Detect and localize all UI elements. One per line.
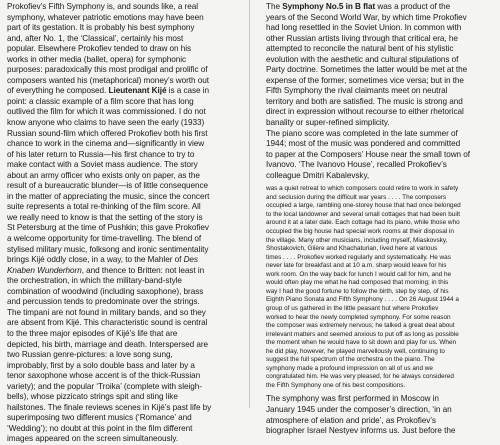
body-text-line: banality or super-refined simplicity. <box>266 118 390 128</box>
body-text-line: Fifth Symphony the rival claimants meet on neutral <box>266 86 448 96</box>
quote-text-line: Eighth Piano Sonata and Fifth Symphony . . . . On 26 August 1944 a <box>266 296 459 304</box>
body-text-line: make contact with a Soviet mass audience. The story <box>7 160 198 170</box>
left-column <box>0 0 249 445</box>
body-text-line: in the matter of appreciating the music, since the concert <box>7 191 210 201</box>
body-text-line: had long resettled in the Soviet Union. In common with <box>266 23 462 33</box>
body-text-line: improbably, first by a solo double bass and later by a <box>7 360 195 370</box>
right-outro-text <box>266 394 496 436</box>
quote-text-line: was a quiet retreat to which composers could retire to work in safety <box>266 185 459 193</box>
quote-text-line: worked to hear the newly completed symphony. For some reason <box>266 313 451 321</box>
body-text-line: part of its gestation. It is probably his best symphony <box>7 23 195 33</box>
right-column <box>250 0 500 437</box>
body-text-line: stylised military music, folksong and ironic sentimentality <box>7 244 209 254</box>
body-text-line: ‘Wedding’); no doubt at this point in the film different <box>7 423 193 433</box>
quote-text-line: never late for breakfast and at 10 a.m. sharp would leave for his <box>266 262 447 270</box>
quote-text-line: the Fifth Symphony one of his best compositions. <box>266 381 406 389</box>
body-text-line: 1944; most of the music was pondered and committed <box>266 139 461 149</box>
body-text-line: are absent from Kijé. This characteristic sound is central <box>7 318 208 328</box>
body-text-line: symphony, whatever patriotic emotions may have been <box>7 12 204 22</box>
body-text-line: purposes: paradoxically this most prodigal and prolific of <box>7 65 208 75</box>
body-text-line: territory and both are satisfied. The music is strong and <box>266 96 463 106</box>
body-text-line: the orchestration, in which the military-band-style <box>7 276 182 286</box>
body-text-line: about an army officer who exists only on paper, as the <box>7 170 200 180</box>
body-text-line: The timpani are not found in military bands, and so they <box>7 307 206 317</box>
quote-text-line: the composer was extremely nervous; he talked a great deal about <box>266 322 455 330</box>
body-text-line: depicted, his birth, marriage and death. Interspersed are <box>7 339 209 349</box>
quote-text-line: congratulated him. He was very pleased, for he always considered <box>266 373 454 381</box>
body-text-line: superimposing two different musics (‘Romance’ and <box>7 413 192 423</box>
body-text-line: to paper at the Composers’ House near the small town of <box>266 149 471 159</box>
body-text-line: Ivanovo. ‘The Ivanovo House’, recalled Prokofiev’s <box>266 160 447 170</box>
body-text-line: hailstones. The finale reviews scenes in Kijé’s past life by <box>7 402 212 412</box>
body-text-line: years of the Second World War, by which time Prokofiev <box>266 12 467 22</box>
quote-text-line: suggest the full spectrum of the orchestra on the piano. The <box>266 356 435 364</box>
right-intro-text <box>266 2 496 181</box>
quote-text-line: irrelevant matters and seemed anxious to put off as long as possible <box>266 330 459 338</box>
quote-text-line: occupied the big house had special work rooms at their disposal in <box>266 228 454 236</box>
body-text-line: The Symphony No.5 in B flat was a product of the <box>266 2 451 11</box>
body-text-line: tenor saxophone whose accent is of the thick-Russian <box>7 371 201 381</box>
body-text-line: brings Kijé oddly close, in a way, to the Mahler of Des <box>7 255 198 265</box>
body-text-line: Knaben Wunderhorn, and thence to Britten: not least in <box>7 265 205 275</box>
body-text-line: a welcome opportunity for time-travelling. The blend of <box>7 234 202 244</box>
body-text-line: expense of the former, sometimes vice versa; but in the <box>266 75 464 85</box>
quote-text-line: to the local landowner and several small cottages that had been built <box>266 210 460 218</box>
body-text-line: chance to work in the cinema and—significantly in view <box>7 139 205 149</box>
body-text-line: Party doctrine. Sometimes the latter would be met at the <box>266 65 468 75</box>
body-text-line: of everything he composed. Lieutenant Kijé is a case in <box>7 86 210 96</box>
body-text-line: Prokofiev’s Fifth Symphony is, and sounds like, a real <box>7 2 199 11</box>
body-text-line: Russian sound-film which offered Prokofiev both his first <box>7 128 208 138</box>
body-text-line: January 1945 under the composer’s direction, ‘in an <box>266 404 452 414</box>
body-text-line: atmosphere of elation and pride’, as Prokofiev’s <box>266 415 436 425</box>
body-text-line: and, after No. 1, the ‘Classical’, certainly his most <box>7 33 184 43</box>
body-text-line: images appeared on the screen simultaneously. <box>7 434 179 444</box>
body-text-line: we really need to know is that the setting of the story is <box>7 212 203 222</box>
body-text-line: The piano score was completed in the late summer of <box>266 128 458 138</box>
body-text-line: biographer Israel Nestyev informs us. Just before the <box>266 426 456 436</box>
kabalevsky-quote <box>266 185 496 390</box>
body-text-line: suite represents a total re-thinking of the film score. All <box>7 202 201 212</box>
body-text-line: works in other media (ballet, opera) for symphonic <box>7 54 187 64</box>
quote-text-line: occupied a large, rambling one-storey house that had once belonged <box>266 202 461 210</box>
body-text-line: result of a bureaucratic blunder—is of little consequence <box>7 181 209 191</box>
body-text-line: of his later return to Russia—his first chance to try to <box>7 149 195 159</box>
body-text-line: evolution with the aesthetic and cultural stipulations of <box>266 54 459 64</box>
quote-text-line: and seclusion during the difficult war years . . . . The composers <box>266 193 447 201</box>
body-text-line: outlived the film for which it was commissioned. I do not <box>7 107 206 117</box>
body-text-line: and percussion tends to predominate over the strings. <box>7 297 200 307</box>
quote-text-line: way I had the good fortune to follow the birth, step by step, of his <box>266 287 449 295</box>
quote-text-line: symphony made a profound impression on all of us and we <box>266 364 433 372</box>
body-text-line: attempted to reconcile the natural bent of his stylistic <box>266 44 454 54</box>
quote-text-line: work room. On the way back for lunch I would call for him, and he <box>266 270 452 278</box>
body-text-line: two Russian genre-pictures: a love song sung, <box>7 350 173 360</box>
body-text-line: point: a classic example of a film score that has long <box>7 96 194 106</box>
quote-text-line: the moment when he would have to sit down and play for us. When <box>266 339 457 347</box>
body-text-line: variety); and the popular ‘Troika’ (complete with sleigh- <box>7 381 202 391</box>
body-text-line: bells), whose pizzicato strings spit and sting like <box>7 392 178 402</box>
quote-text-line: the village. Many other musicians, including myself, Miaskovsky, <box>266 236 448 244</box>
body-text-line: other Russian artists living through that critical era, he <box>266 33 458 43</box>
body-text-line: combination of woodwind (including saxophone), brass <box>7 286 204 296</box>
body-text-line: direct in expression without recourse to either rhetorical <box>266 107 464 117</box>
quote-text-line: Shostakovich, Glière and Khachaturian, lived here at various <box>266 245 438 253</box>
quote-text-line: times . . . . Prokofiev worked regularly and systematically. He was <box>266 253 451 261</box>
body-text-line: The symphony was first performed in Moscow in <box>266 394 439 404</box>
quote-text-line: he did play, however, he played marvellously well, continuing to <box>266 347 445 355</box>
body-text-line: to the three major episodes of Kijé’s life that are <box>7 328 178 338</box>
body-text-line: composers wanted his (metaphorical) money’s worth out <box>7 75 209 85</box>
body-text-line: colleague Dmitri Kabalevsky, <box>266 170 370 180</box>
body-text-line: know anyone who claims to have seen the early (1933) <box>7 118 205 128</box>
quote-text-line: around it at a later date. Each cottage had its piano, while those who <box>266 219 460 227</box>
body-text-line: popular. Elsewhere Prokofiev tended to draw on his <box>7 44 192 54</box>
body-text-line: St Petersburg at the time of Pushkin; this gave Prokofiev <box>7 223 209 233</box>
quote-text-line: would often play me what he had composed that morning; in this <box>266 279 449 287</box>
quote-text-line: group of us gathered in the little peasant hut where Prokofiev <box>266 304 439 312</box>
